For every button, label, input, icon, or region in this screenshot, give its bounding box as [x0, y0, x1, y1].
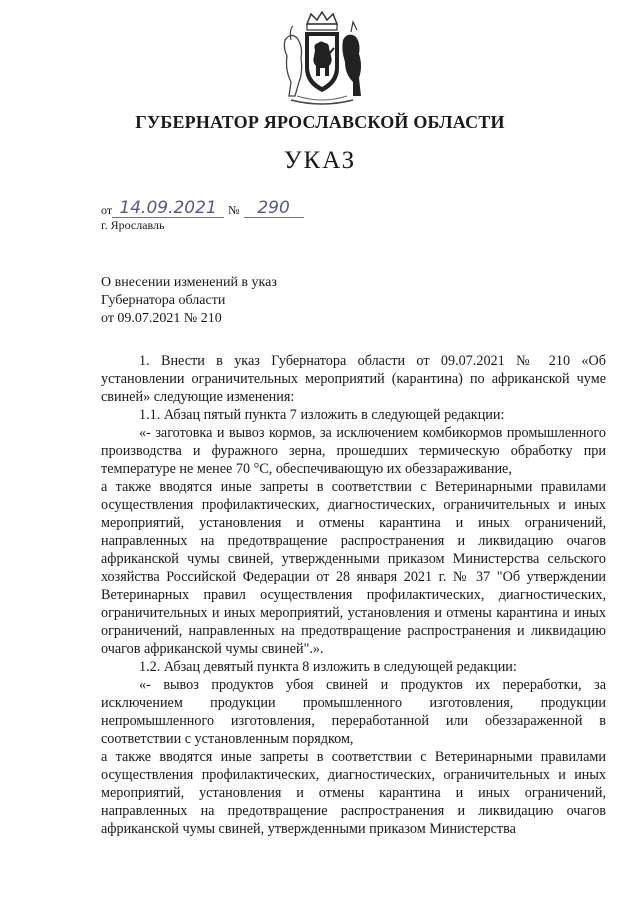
number-label: №	[228, 203, 240, 217]
body-paragraph: 1. Внести в указ Губернатора области от 09.07.2021 № 210 «Об установлении ограничительных мероприятий (карантина) по африканской чуме свиней» следующие изменения:	[101, 353, 606, 405]
body-paragraph: «- заготовка и вывоз кормов, за исключением комбикормов промышленного производства и фуражного зерна, прошедших термическую обработку при температуре не менее 70 °С, обеспечивающую их обеззараживание,	[101, 425, 606, 477]
coat-of-arms-emblem	[277, 10, 367, 110]
document-type-title: УКАЗ	[283, 147, 357, 174]
body-paragraph: 1.2. Абзац девятый пункта 8 изложить в следующей редакции:	[139, 659, 517, 675]
handwritten-number: 290	[244, 199, 304, 218]
document-date-row	[101, 199, 304, 218]
date-prefix: от	[101, 203, 113, 217]
subject-line: от 09.07.2021 № 210	[101, 311, 222, 326]
handwritten-date: 14.09.2021	[112, 199, 224, 218]
body-paragraph: «- вывоз продуктов убоя свиней и продуктов их переработки, за исключением продукции промышленного изготовления, продукции непромышленного изготовления, переработанной или обеззараженной в соответствии с установленным порядком,	[101, 677, 606, 747]
body-paragraph: 1.1. Абзац пятый пункта 7 изложить в следующей редакции:	[139, 407, 505, 423]
document-body	[101, 352, 606, 838]
subject-line: О внесении изменений в указ	[101, 275, 277, 290]
body-paragraph: а также вводятся иные запреты в соответствии с Ветеринарными правилами осуществления профилактических, диагностических, ограничительных и иных мероприятий, установления и отмены карантина и иных ограничений, направленных на предотвращение распространения и ликвидацию очагов африканской чумы свиней, утвержденными приказом Министерства сельского хозяйства Российской Федерации от 28 января 2021 г. № 37 "Об утверждении Ветеринарных правил осуществления профилактических, диагностических, ограничительных и иных мероприятий, установления и отмены карантина и иных ограничений, направленных на предотвращение распространения и ликвидацию очагов африканской чумы свиней".».	[101, 479, 606, 657]
issuing-authority-title: ГУБЕРНАТОР ЯРОСЛАВСКОЙ ОБЛАСТИ	[135, 112, 505, 132]
body-paragraph: а также вводятся иные запреты в соответствии с Ветеринарными правилами осуществления профилактических, диагностических, ограничительных и иных мероприятий, установления и отмены карантина и иных ограничений, направленных на предотвращение распространения и ликвидацию очагов африканской чумы свиней, утвержденными приказом Министерства	[101, 749, 606, 837]
document-subject	[101, 274, 277, 328]
subject-line: Губернатора области	[101, 293, 226, 308]
city-line: г. Ярославль	[101, 218, 165, 232]
